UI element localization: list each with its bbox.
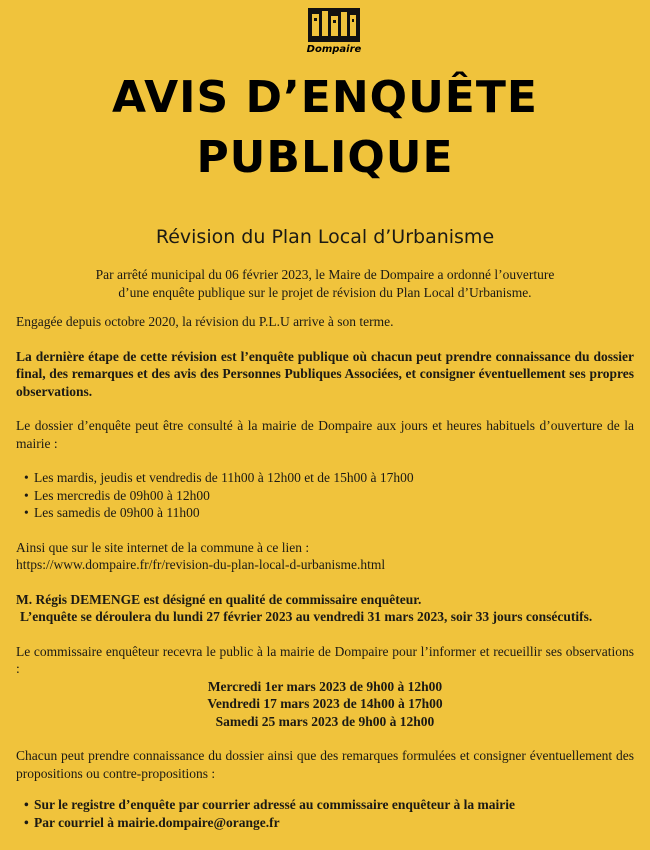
intro-paragraph <box>16 266 634 301</box>
consult-paragraph: Le dossier d’enquête peut être consulté à la mairie de Dompaire aux jours et heures habituels d’ouverture de la mairie : <box>16 418 634 451</box>
logo-name: Dompaire <box>306 44 362 55</box>
session-line: Mercredi 1er mars 2023 de 9h00 à 12h00 <box>207 678 443 694</box>
submission-methods-list <box>16 796 634 831</box>
title-line-1: AVIS D’ENQUÊTE <box>112 72 538 123</box>
page-title <box>0 68 650 188</box>
title-line-2: PUBLIQUE <box>196 132 454 183</box>
session-line: Vendredi 17 mars 2023 de 14h00 à 17h00 <box>207 696 443 711</box>
intro-line-1: Par arrêté municipal du 06 février 2023, le Maire de Dompaire a ordonné l’ouverture <box>95 267 555 282</box>
session-line: Samedi 25 mars 2023 de 9h00 à 12h00 <box>215 713 435 729</box>
intro-line-2: d’une enquête publique sur le projet de révision du Plan Local d’Urbanisme. <box>118 284 532 300</box>
website-link[interactable]: https://www.dompaire.fr/fr/revision-du-plan-local-d-urbanisme.html <box>16 557 386 572</box>
list-item: • Les mercredis de 09h00 à 12h00 <box>34 487 634 505</box>
list-item: • Par courriel à mairie.dompaire@orange.fr <box>34 814 634 832</box>
reception-paragraph: Le commissaire enquêteur recevra le public à la mairie de Dompaire pour l’informer et recueillir ses observations : <box>16 643 634 676</box>
list-item: • Les mardis, jeudis et vendredis de 11h00 à 12h00 et de 15h00 à 17h00 <box>34 469 634 487</box>
last-step-paragraph: La dernière étape de cette révision est l’enquête publique où chacun peut prendre connaissance du dossier final, des remarques et des avis des Personnes Publiques Associées, et consigner éventuellement ses propres observations. <box>16 348 634 399</box>
engaged-paragraph: Engagée depuis octobre 2020, la révision du P.L.U arrive à son terme. <box>16 314 394 329</box>
list-item: • Les samedis de 09h00 à 11h00 <box>34 504 634 522</box>
dompaire-logo <box>305 6 363 62</box>
page-subtitle: Révision du Plan Local d’Urbanisme <box>155 226 495 248</box>
remarks-paragraph: Chacun peut prendre connaissance du dossier ainsi que des remarques formulées et consigner éventuellement des propositions ou contre-propositions : <box>16 748 634 781</box>
list-item: • Sur le registre d’enquête par courrier adressé au commissaire enquêteur à la mairie <box>34 796 634 814</box>
town-building-icon <box>305 6 363 46</box>
commissioner-paragraph: M. Régis DEMENGE est désigné en qualité de commissaire enquêteur. <box>16 591 422 607</box>
website-intro: Ainsi que sur le site internet de la commune à ce lien : <box>16 539 310 555</box>
opening-hours-list <box>16 469 634 522</box>
notice-body <box>16 266 634 831</box>
dates-paragraph: L’enquête se déroulera du lundi 27 février 2023 au vendredi 31 mars 2023, soir 33 jours consécutifs. <box>20 609 593 624</box>
